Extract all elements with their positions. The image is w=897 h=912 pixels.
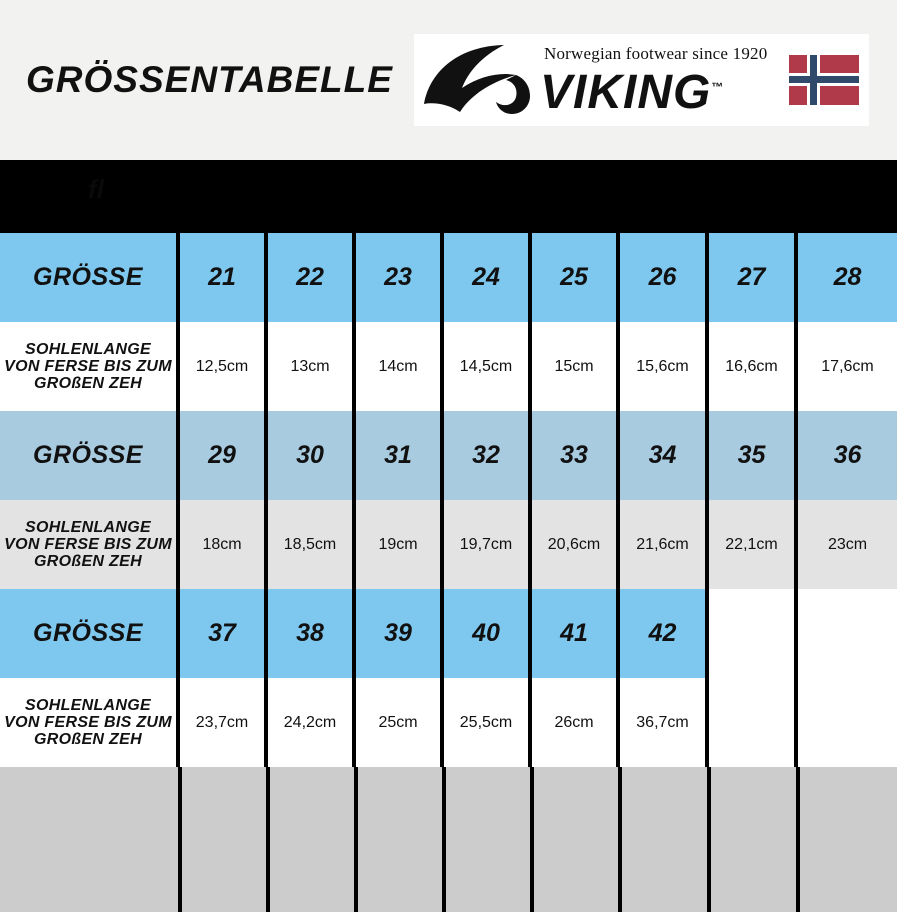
logo-wordmark-text: VIKING bbox=[540, 66, 712, 119]
size-cell: 22 bbox=[266, 233, 354, 322]
logo-wordmark bbox=[540, 64, 785, 119]
size-cell: 29 bbox=[178, 411, 266, 500]
measure-label-line-1: SOHLENLANGE bbox=[25, 697, 151, 714]
measure-label-line-2: VON FERSE BIS ZUM bbox=[4, 536, 172, 553]
table-row-size-1 bbox=[0, 233, 897, 322]
size-cell: 33 bbox=[530, 411, 618, 500]
length-cell: 23cm bbox=[796, 500, 897, 589]
footer-col bbox=[178, 767, 266, 912]
size-cell: 21 bbox=[178, 233, 266, 322]
footer-col bbox=[530, 767, 618, 912]
size-cell: 39 bbox=[354, 589, 442, 678]
norwegian-flag-icon bbox=[789, 55, 859, 105]
table-row-length-2 bbox=[0, 500, 897, 589]
measure-label-line-2: VON FERSE BIS ZUM bbox=[4, 358, 172, 375]
size-cell: 30 bbox=[266, 411, 354, 500]
length-cell: 24,2cm bbox=[266, 678, 354, 767]
size-cell: 36 bbox=[796, 411, 897, 500]
viking-logo bbox=[414, 34, 869, 126]
logo-tagline: Norwegian footwear since 1920 bbox=[544, 44, 768, 63]
length-cell: 13cm bbox=[266, 322, 354, 411]
length-cell: 25,5cm bbox=[442, 678, 530, 767]
footer-col bbox=[442, 767, 530, 912]
length-cell: 36,7cm bbox=[618, 678, 707, 767]
size-cell: 31 bbox=[354, 411, 442, 500]
length-cell: 16,6cm bbox=[707, 322, 796, 411]
band-ghost-mark: ﬂ bbox=[88, 174, 104, 204]
size-cell: 28 bbox=[796, 233, 897, 322]
length-cell: 23,7cm bbox=[178, 678, 266, 767]
measure-label-line-2: VON FERSE BIS ZUM bbox=[4, 714, 172, 731]
footer-col bbox=[0, 767, 178, 912]
measure-label-line-3: GROßEN ZEH bbox=[34, 731, 142, 748]
size-cell: 37 bbox=[178, 589, 266, 678]
size-cell: 23 bbox=[354, 233, 442, 322]
size-cell: 34 bbox=[618, 411, 707, 500]
measure-label-line-3: GROßEN ZEH bbox=[34, 553, 142, 570]
footer-col bbox=[266, 767, 354, 912]
row-label-measure bbox=[0, 678, 178, 767]
size-cell-empty bbox=[707, 589, 796, 678]
length-cell: 19,7cm bbox=[442, 500, 530, 589]
footer-col bbox=[796, 767, 897, 912]
size-table-container bbox=[0, 233, 897, 767]
page-header bbox=[0, 0, 897, 160]
size-cell: 42 bbox=[618, 589, 707, 678]
logo-trademark: ™ bbox=[711, 80, 725, 94]
length-cell: 19cm bbox=[354, 500, 442, 589]
size-cell: 41 bbox=[530, 589, 618, 678]
measure-label-line-1: SOHLENLANGE bbox=[25, 341, 151, 358]
viking-ship-sail-icon bbox=[420, 42, 538, 118]
size-table bbox=[0, 233, 897, 767]
black-divider-band bbox=[0, 160, 897, 233]
measure-label-line-1: SOHLENLANGE bbox=[25, 519, 151, 536]
logo-text-group bbox=[540, 44, 785, 119]
length-cell: 18,5cm bbox=[266, 500, 354, 589]
length-cell: 12,5cm bbox=[178, 322, 266, 411]
table-row-length-3 bbox=[0, 678, 897, 767]
row-label-measure bbox=[0, 322, 178, 411]
size-cell: 40 bbox=[442, 589, 530, 678]
length-cell: 20,6cm bbox=[530, 500, 618, 589]
measure-label-line-3: GROßEN ZEH bbox=[34, 375, 142, 392]
size-cell: 32 bbox=[442, 411, 530, 500]
length-cell-empty bbox=[796, 678, 897, 767]
footer-column-guides bbox=[0, 767, 897, 912]
row-label-size: GRÖSSE bbox=[0, 233, 178, 322]
size-cell: 35 bbox=[707, 411, 796, 500]
size-cell: 26 bbox=[618, 233, 707, 322]
size-cell: 27 bbox=[707, 233, 796, 322]
length-cell: 26cm bbox=[530, 678, 618, 767]
length-cell: 14,5cm bbox=[442, 322, 530, 411]
length-cell: 21,6cm bbox=[618, 500, 707, 589]
length-cell: 22,1cm bbox=[707, 500, 796, 589]
length-cell: 15,6cm bbox=[618, 322, 707, 411]
length-cell: 15cm bbox=[530, 322, 618, 411]
row-label-size: GRÖSSE bbox=[0, 589, 178, 678]
footer-col bbox=[707, 767, 796, 912]
length-cell: 18cm bbox=[178, 500, 266, 589]
row-label-measure bbox=[0, 500, 178, 589]
length-cell: 17,6cm bbox=[796, 322, 897, 411]
footer-col bbox=[618, 767, 707, 912]
length-cell: 14cm bbox=[354, 322, 442, 411]
size-cell: 38 bbox=[266, 589, 354, 678]
table-row-size-3 bbox=[0, 589, 897, 678]
length-cell-empty bbox=[707, 678, 796, 767]
size-cell-empty bbox=[796, 589, 897, 678]
page-title: GRÖSSENTABELLE bbox=[26, 59, 393, 100]
length-cell: 25cm bbox=[354, 678, 442, 767]
table-footer-block bbox=[0, 767, 897, 912]
table-row-size-2 bbox=[0, 411, 897, 500]
row-label-size: GRÖSSE bbox=[0, 411, 178, 500]
table-row-length-1 bbox=[0, 322, 897, 411]
size-cell: 24 bbox=[442, 233, 530, 322]
footer-col bbox=[354, 767, 442, 912]
size-cell: 25 bbox=[530, 233, 618, 322]
